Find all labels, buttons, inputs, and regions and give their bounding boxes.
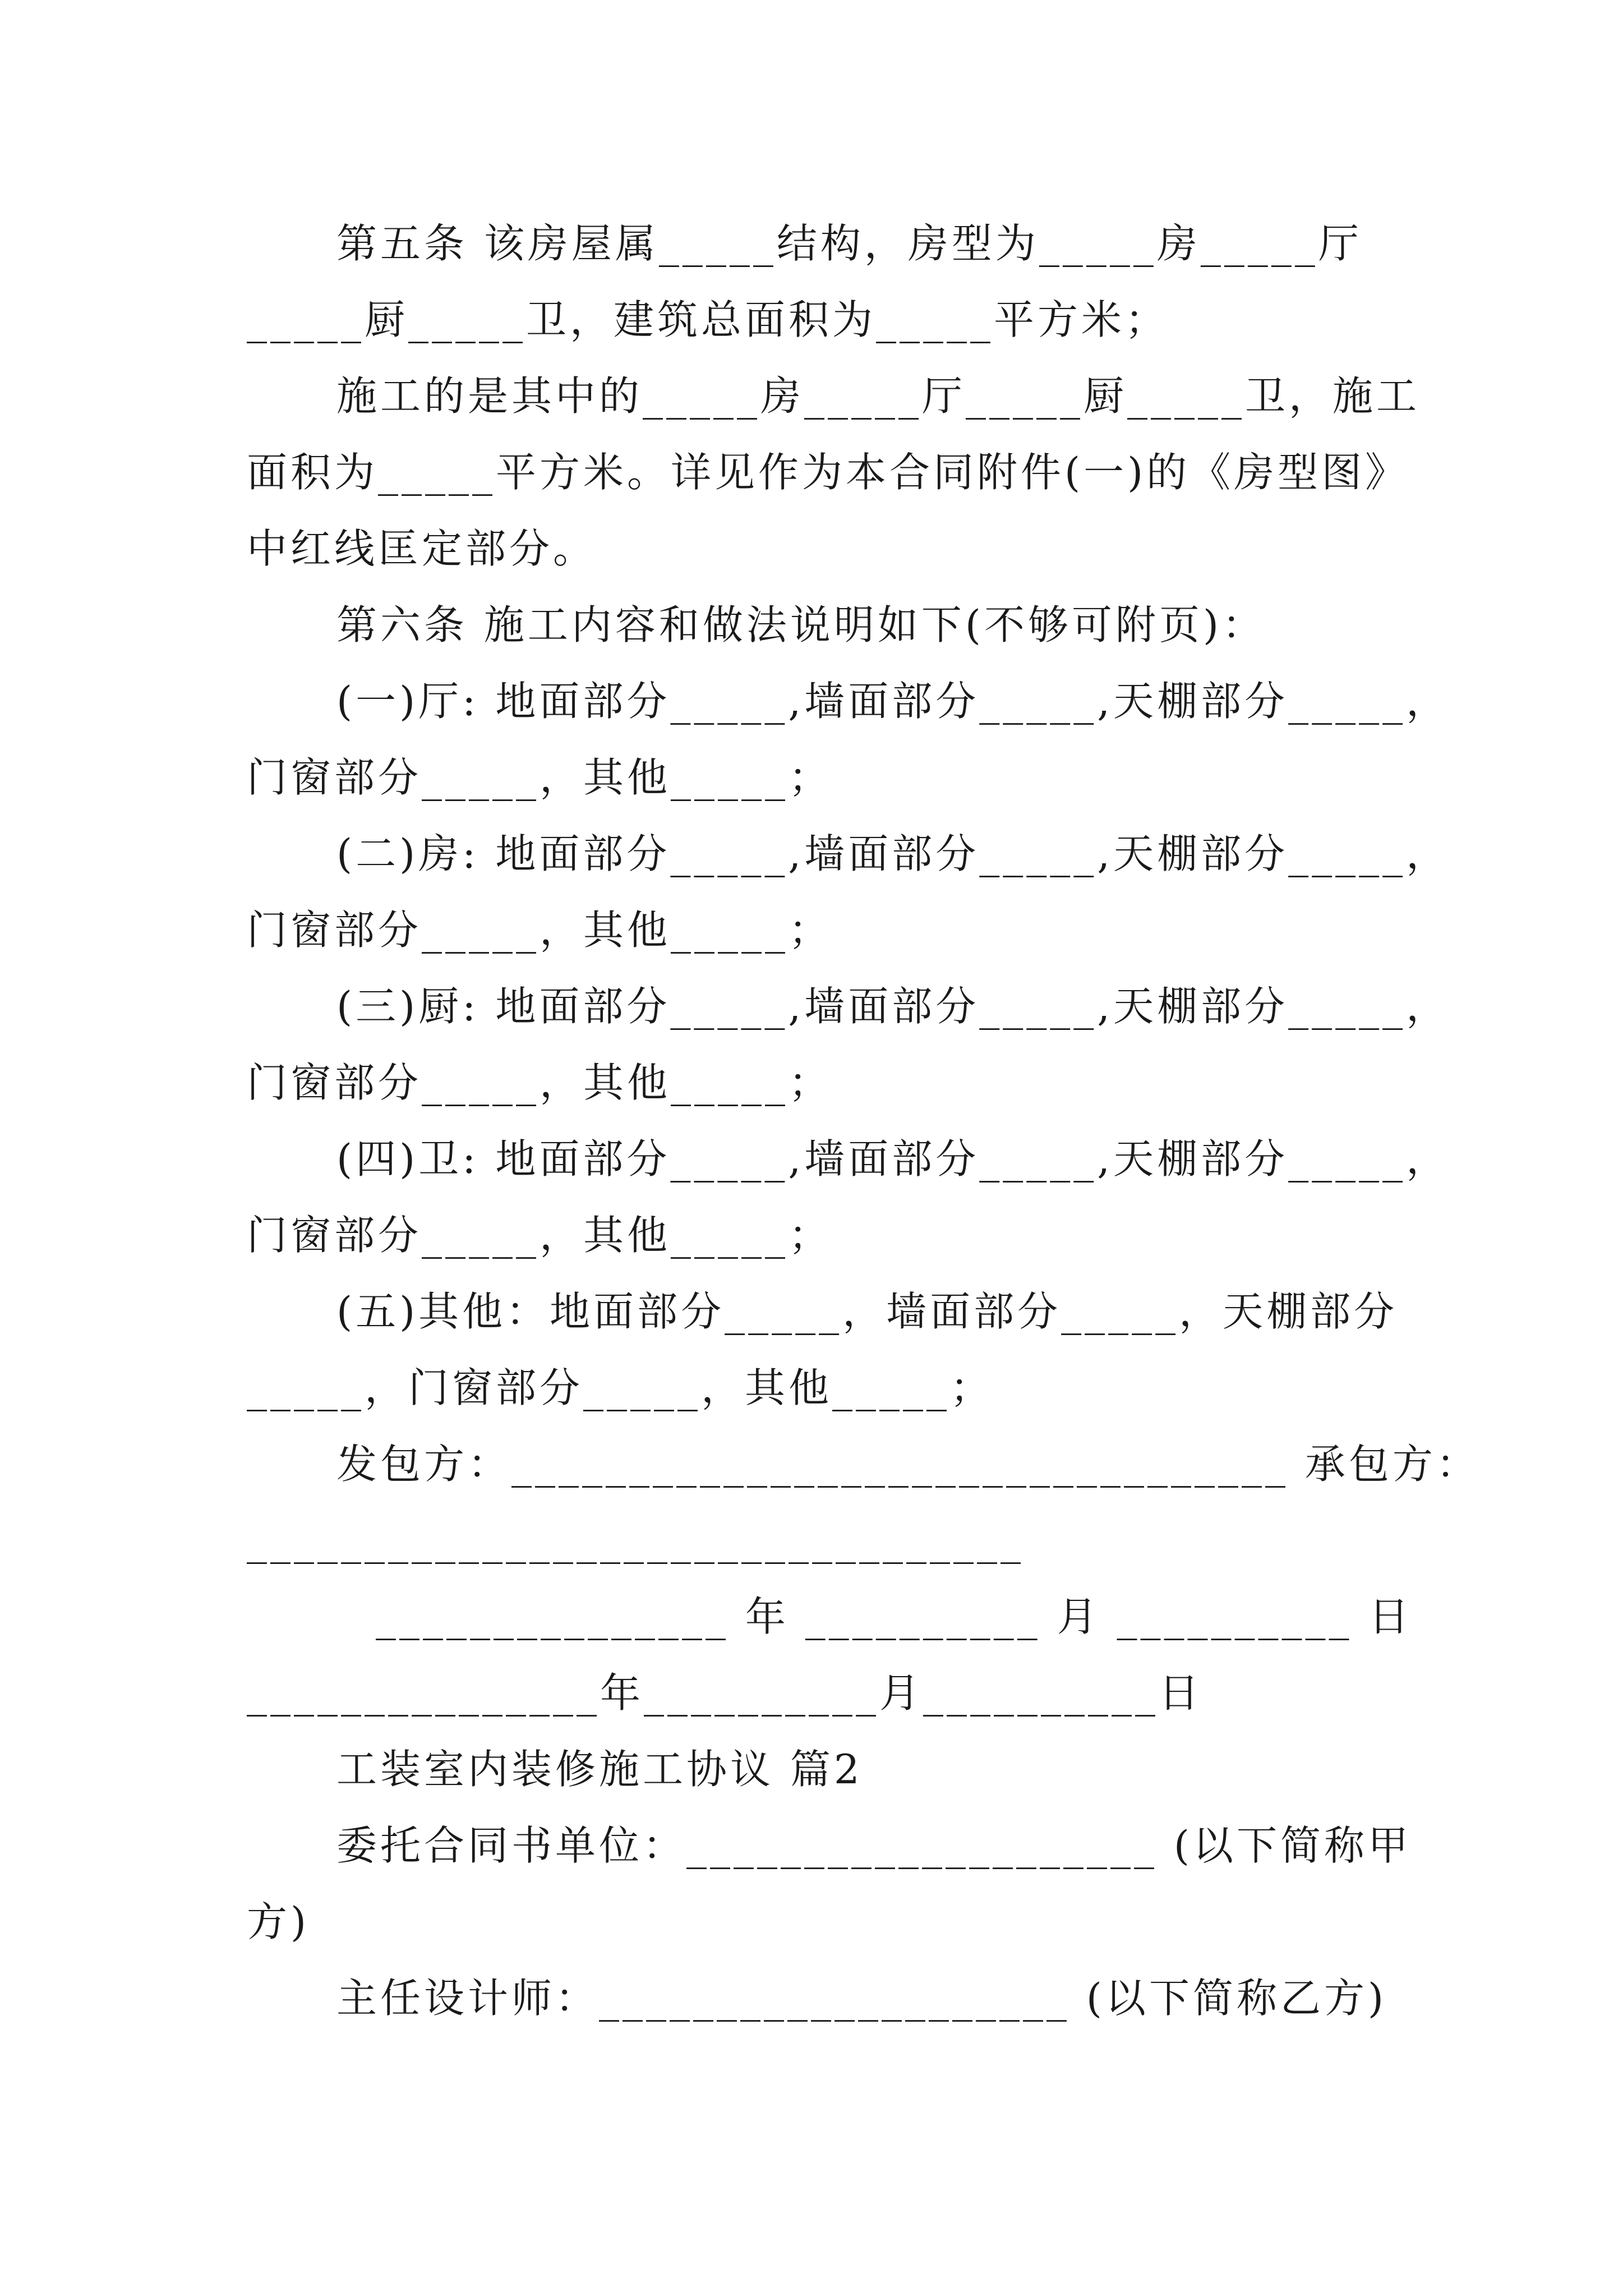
article-5-line-4: 面积为_____平方米。详见作为本合同附件(一)的《房型图》 [247, 449, 1409, 496]
client-unit-line: 委托合同书单位：____________________ (以下简称甲 [336, 1822, 1412, 1869]
item-other-line-2: _____，门窗部分_____，其他_____； [247, 1364, 994, 1411]
article-5-line-1: 第五条 该房屋属_____结构，房型为_____房_____厅 [336, 220, 1362, 267]
item-kitchen-line-1: (三)厨: 地面部分_____,墙面部分_____,天棚部分_____， [336, 983, 1450, 1030]
chief-designer-line: 主任设计师：____________________ (以下简称乙方) [336, 1975, 1387, 2022]
item-hall-line-2: 门窗部分_____，其他_____； [247, 754, 833, 801]
party-signature-line: 发包方：_________________________________ 承包方： [336, 1441, 1480, 1488]
item-bathroom-line-1: (四)卫: 地面部分_____,墙面部分_____,天棚部分_____， [336, 1135, 1450, 1182]
contractor-signature-blank: _________________________________ [247, 1517, 1024, 1564]
item-other-line-1: (五)其他：地面部分_____，墙面部分_____，天棚部分 [336, 1288, 1398, 1335]
article-5-line-3: 施工的是其中的_____房_____厅_____厨_____卫，施工 [336, 372, 1421, 420]
item-bathroom-line-2: 门窗部分_____，其他_____； [247, 1212, 833, 1259]
date-line-1: _______________ 年 __________ 月 __________ 日 [376, 1593, 1413, 1640]
article-5-line-5: 中红线匡定部分。 [247, 525, 597, 572]
item-kitchen-line-2: 门窗部分_____，其他_____； [247, 1059, 833, 1106]
client-unit-line-cont: 方) [247, 1898, 310, 1945]
article-5-line-2: _____厨_____卫，建筑总面积为_____平方米； [247, 296, 1169, 343]
article-6-heading: 第六条 施工内容和做法说明如下(不够可附页)： [336, 601, 1266, 648]
item-hall-line-1: (一)厅: 地面部分_____,墙面部分_____,天棚部分_____， [336, 678, 1450, 725]
item-room-line-2: 门窗部分_____，其他_____； [247, 907, 833, 954]
item-room-line-1: (二)房: 地面部分_____,墙面部分_____,天棚部分_____， [336, 830, 1450, 877]
date-line-2: _______________年__________月__________日 [247, 1669, 1202, 1717]
section-heading-part-2: 工装室内装修施工协议 篇2 [336, 1746, 863, 1793]
